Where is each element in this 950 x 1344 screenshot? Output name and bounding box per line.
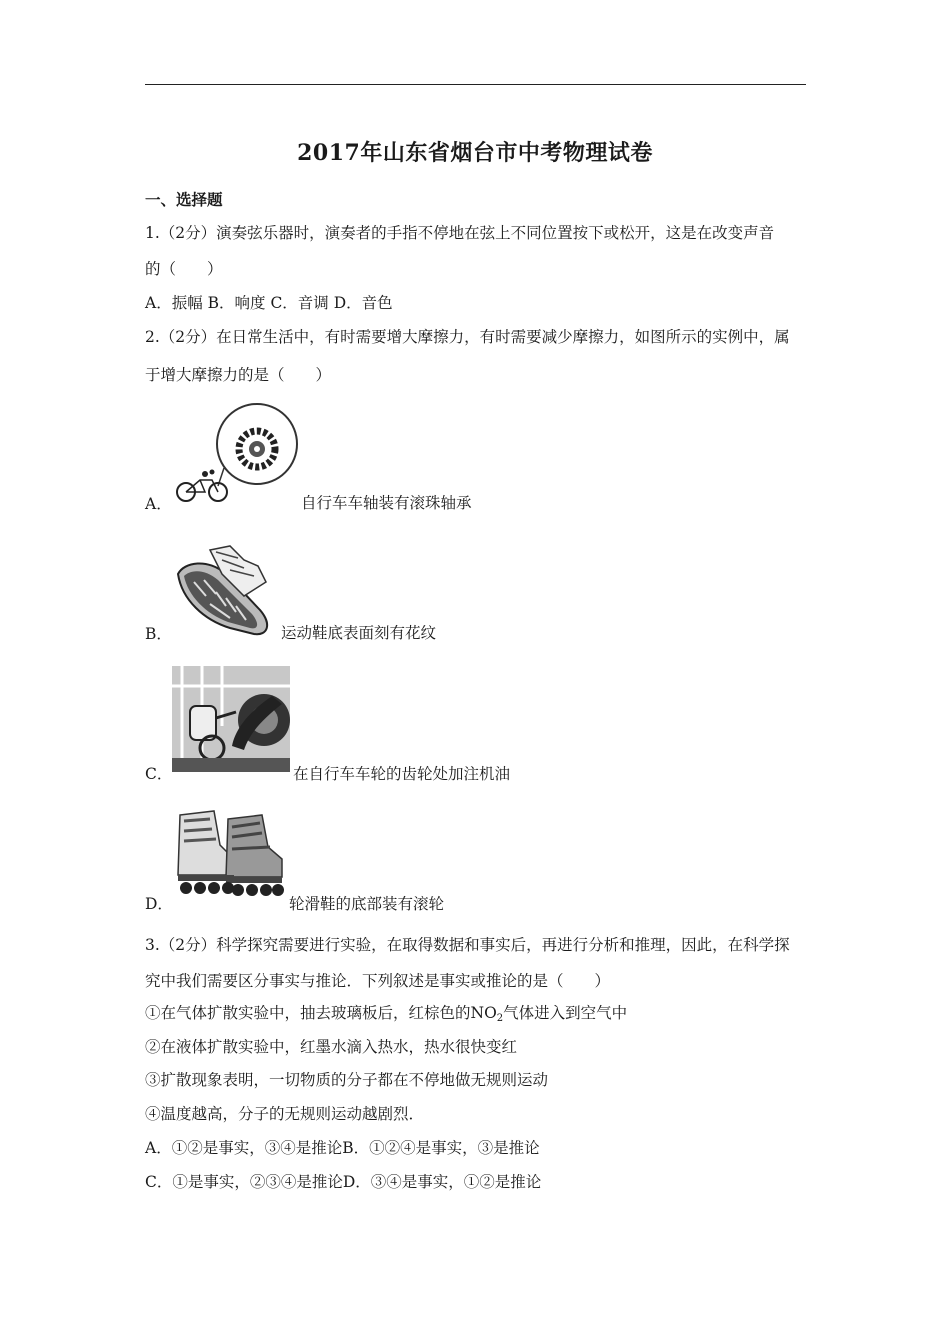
- bicycle-gear-oil-image: [172, 666, 290, 772]
- q2-option-d-text: 轮滑鞋的底部装有滚轮: [289, 895, 445, 913]
- q2-stem-line2: 于增大摩擦力的是（ ）: [145, 366, 332, 384]
- page-title: 2017年山东省烟台市中考物理试卷: [297, 140, 653, 166]
- q3-statement-2: ②在液体扩散实验中，红墨水滴入热水，热水很快变红: [145, 1038, 518, 1056]
- q2-option-a-text: 自行车车轴装有滚珠轴承: [301, 494, 472, 512]
- sneaker-sole-image: [170, 540, 278, 640]
- q3-statement-3: ③扩散现象表明，一切物质的分子都在不停地做无规则运动: [145, 1071, 549, 1089]
- q2-option-b-text: 运动鞋底表面刻有花纹: [281, 624, 437, 642]
- q3-stem-line2: 究中我们需要区分事实与推论．下列叙述是事实或推论的是（ ）: [145, 972, 611, 990]
- header-rule: [145, 84, 806, 85]
- q2-option-b-label: B．: [145, 625, 172, 643]
- q2-stem-line1: 2.（2分）在日常生活中，有时需要增大摩擦力，有时需要减少摩擦力，如图所示的实例中，属: [145, 328, 790, 346]
- q2-option-a-label: A．: [145, 495, 172, 513]
- q2-option-c-text: 在自行车车轮的齿轮处加注机油: [293, 765, 511, 783]
- roller-skate-image: [170, 805, 288, 897]
- q1-options: A．振幅 B．响度 C．音调 D．音色: [145, 294, 393, 312]
- q3-statement-4: ④温度越高，分子的无规则运动越剧烈．: [145, 1105, 425, 1123]
- q3-stem-line1: 3.（2分）科学探究需要进行实验，在取得数据和事实后，再进行分析和推理，因此，在科学探: [145, 936, 790, 954]
- q3-options-ab: A．①②是事实，③④是推论B．①②④是事实，③是推论: [145, 1139, 540, 1157]
- q2-option-c-label: C．: [145, 765, 173, 783]
- section-heading: 一、选择题: [145, 190, 223, 209]
- q3-options-cd: C．①是事实，②③④是推论D．③④是事实，①②是推论: [145, 1173, 542, 1191]
- q1-stem-line1: 1.（2分）演奏弦乐器时，演奏者的手指不停地在弦上不同位置按下或松开，这是在改变声音: [145, 224, 775, 242]
- bicycle-bearing-image: [172, 402, 300, 508]
- q3-statement-1: ①在气体扩散实验中，抽去玻璃板后，红棕色的$NO_2$气体进入到空气中: [145, 1004, 628, 1024]
- q2-option-d-label: D．: [145, 895, 173, 913]
- q1-stem-line2: 的（ ）: [145, 260, 223, 278]
